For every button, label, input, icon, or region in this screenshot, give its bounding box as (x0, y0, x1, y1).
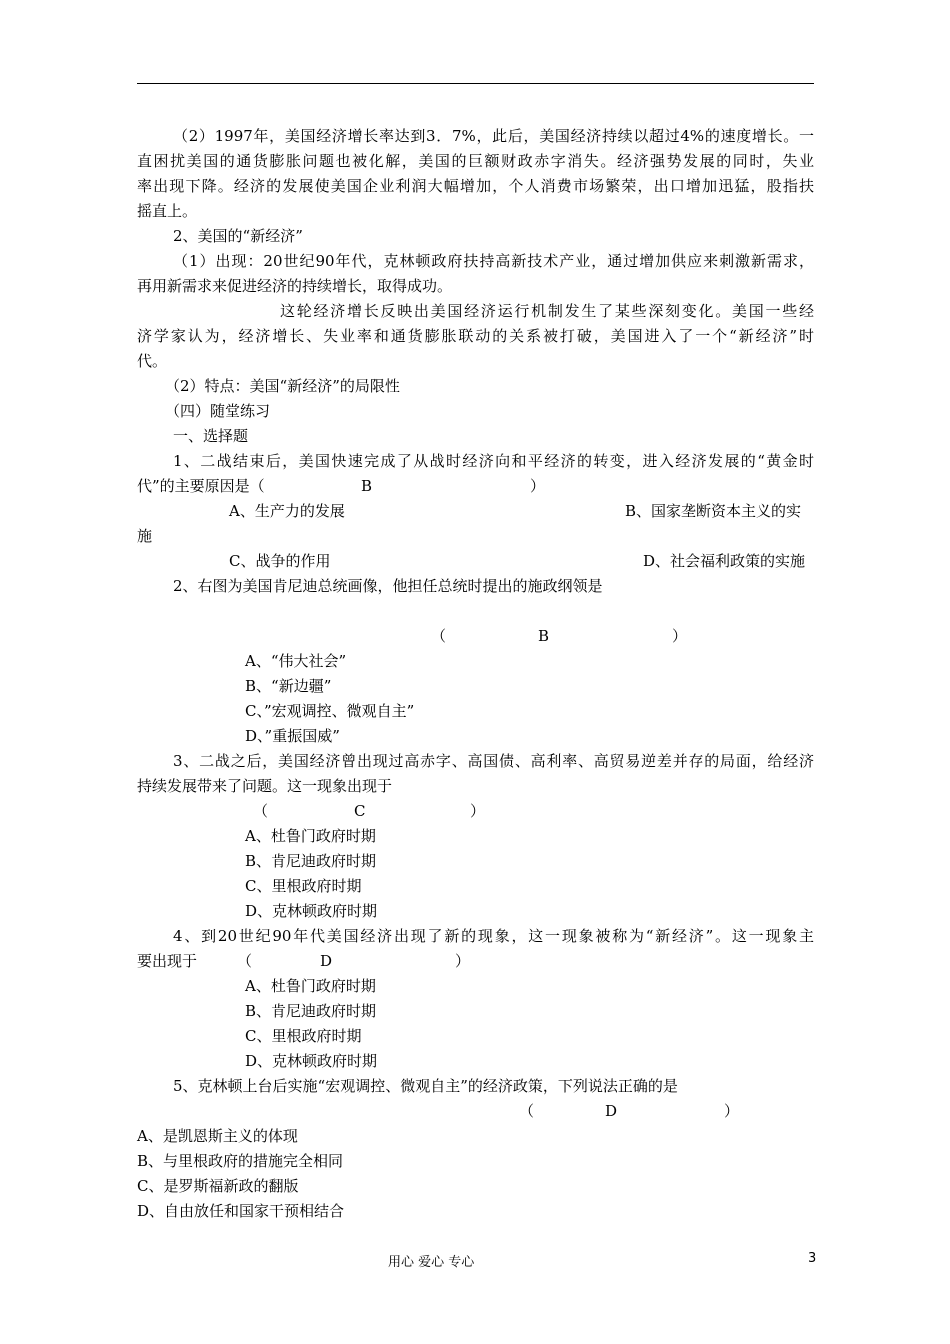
bracket-close: ） (455, 952, 471, 970)
paragraph-line: （2）特点：美国“新经济”的局限性 (165, 377, 400, 395)
paragraph-line: 代。 (137, 352, 168, 370)
option: C、里根政府时期 (245, 1027, 362, 1045)
option: D、社会福利政策的实施 (643, 552, 806, 570)
option: D、自由放任和国家干预相结合 (137, 1202, 345, 1220)
section-heading: （四）随堂练习 (165, 402, 271, 420)
option: A、“伟大社会” (245, 652, 347, 670)
paragraph-line: （1）出现：20世纪90年代，克林顿政府扶持高新技术产业，通过增加供应来刺激新需求， (173, 252, 814, 270)
option: B、国家垄断资本主义的实 (625, 502, 802, 520)
footer-text: 用心 爱心 专心 (388, 1255, 475, 1270)
answer-letter: D (605, 1102, 618, 1120)
paragraph-line: （2）1997年，美国经济增长率达到3．7%，此后，美国经济持续以超过4%的速度增长。一 (173, 127, 814, 145)
question-stem: 3、二战之后，美国经济曾出现过高赤字、高国债、高利率、高贸易逆差并存的局面，给经济 (173, 752, 814, 770)
option: C、”宏观调控、微观自主” (245, 702, 415, 720)
section-heading: 一、选择题 (173, 427, 249, 445)
bracket-open: （ (431, 627, 447, 645)
bracket-open: （ (519, 1102, 535, 1120)
bracket-open: （ (237, 952, 253, 970)
option-continuation: 施 (137, 527, 153, 545)
answer-letter: C (354, 802, 366, 820)
page-number: 3 (808, 1251, 817, 1266)
option: C、里根政府时期 (245, 877, 362, 895)
question-stem: 5、克林顿上台后实施“宏观调控、微观自主”的经济政策，下列说法正确的是 (173, 1077, 678, 1095)
paragraph-line: 这轮经济增长反映出美国经济运行机制发生了某些深刻变化。美国一些经 (280, 302, 814, 320)
paragraph-line: 再用新需求来促进经济的持续增长，取得成功。 (137, 277, 453, 295)
option: B、与里根政府的措施完全相同 (137, 1152, 344, 1170)
question-stem: 2、右图为美国肯尼迪总统画像，他担任总统时提出的施政纲领是 (173, 577, 603, 595)
option: C、战争的作用 (229, 552, 331, 570)
option: D、克林顿政府时期 (245, 1052, 378, 1070)
bracket-close: ） (530, 477, 546, 495)
bracket-close: ） (724, 1102, 740, 1120)
bracket-close: ） (470, 802, 486, 820)
option: D、”重振国威” (245, 727, 340, 745)
option: A、是凯恩斯主义的体现 (137, 1127, 298, 1145)
option: B、“新边疆” (245, 677, 332, 695)
question-stem: 要出现于 (137, 952, 198, 970)
question-stem: 1、二战结束后，美国快速完成了从战时经济向和平经济的转变，进入经济发展的“黄金时 (173, 452, 814, 470)
section-heading: 2、美国的“新经济” (173, 227, 303, 245)
question-stem: 持续发展带来了问题。这一现象出现于 (137, 777, 393, 795)
option: D、克林顿政府时期 (245, 902, 378, 920)
answer-letter: D (320, 952, 333, 970)
paragraph-line: 率出现下降。经济的发展使美国企业利润大幅增加，个人消费市场繁荣，出口增加迅猛，股指扶 (137, 177, 814, 195)
option: B、肯尼迪政府时期 (245, 1002, 377, 1020)
bracket-close: ） (672, 627, 688, 645)
option: C、是罗斯福新政的翻版 (137, 1177, 299, 1195)
option: B、肯尼迪政府时期 (245, 852, 377, 870)
paragraph-line: 济学家认为，经济增长、失业率和通货膨胀联动的关系被打破，美国进入了一个“新经济”时 (137, 327, 814, 345)
paragraph-line: 直困扰美国的通货膨胀问题也被化解，美国的巨额财政赤字消失。经济强势发展的同时，失业 (137, 152, 814, 170)
question-stem: 代”的主要原因是（ (137, 477, 265, 495)
answer-letter: B (361, 477, 373, 495)
question-stem: 4、到20世纪90年代美国经济出现了新的现象，这一现象被称为“新经济”。这一现象主 (173, 927, 814, 945)
header-rule (137, 83, 814, 84)
paragraph-line: 摇直上。 (137, 202, 198, 220)
option: A、杜鲁门政府时期 (245, 977, 376, 995)
bracket-open: （ (253, 802, 269, 820)
option: A、生产力的发展 (229, 502, 345, 520)
option: A、杜鲁门政府时期 (245, 827, 376, 845)
answer-letter: B (538, 627, 550, 645)
